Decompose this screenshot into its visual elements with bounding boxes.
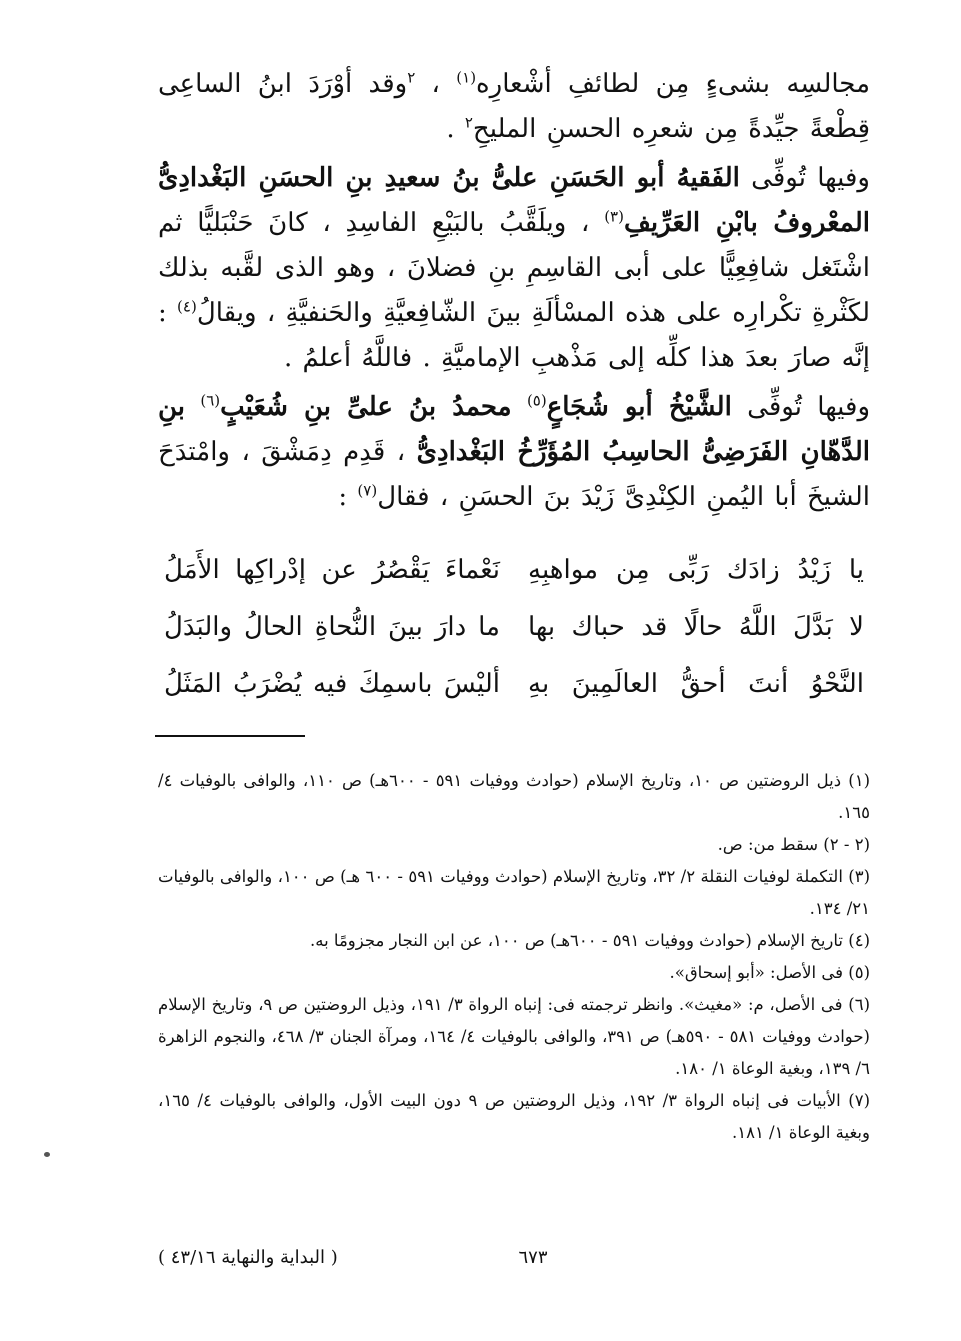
page-number: ٦٧٣: [518, 1247, 548, 1268]
bold-name: محمدُ بنُ علىِّ بنِ شُعَيْبٍ: [220, 392, 512, 422]
footnote-marker: (٣): [604, 207, 624, 226]
text-run: ، ويلَقَّبُ بالبَيْعِ الفاسِدِ ، كانَ حَنْبَليًّا ثم اشْتَغل شافِعِيًّا على أبى القاسِمِ بنِ فضلانَ ، وهو الذى لقَّبه بذلك لكَثْرةِ تكْرارِه على هذه المسْألَةِ بينَ الشّافِعيَّةِ والحَنفيَّةِ ، ويقالُ: [158, 208, 870, 328]
footnote-marker: (٥): [526, 391, 547, 410]
main-text: [158, 62, 870, 520]
text-run: : إنَّه صارَ بعدَ هذا كلِّه إلى مَذْهبِ الإماميَّةِ . فاللَّهُ أعلمُ .: [158, 298, 870, 373]
text-run: .: [446, 114, 465, 144]
paragraph: [158, 62, 870, 152]
text-run: وقد أوْرَدَ ابنُ الساعِى قِطْعةً جيِّدةً مِن شعرِه الحسنِ المليحِ: [158, 69, 870, 144]
footnote: (٧) الأبيات فى إنباه الرواة ٣/ ١٩٢، وذيل الروضتين ص ٩ دون البيت الأول، والوافى بالوفيات ٤/ ١٦٥، وبغية الوعاة ١/ ١٨١.: [158, 1091, 870, 1142]
text-run: [185, 392, 200, 422]
text-run: ،: [415, 69, 457, 99]
footnote-marker: (٦): [200, 391, 221, 410]
text-run: مجالسِه بشىءٍ مِن لطائفِ أشْعارِه: [476, 69, 870, 99]
footnote-divider: [155, 735, 305, 737]
footnote-marker: (١): [456, 68, 477, 87]
footnote-marker: ٢: [407, 68, 416, 87]
footnote: (٣) التكملة لوفيات النقلة ٢/ ٣٢، وتاريخ الإسلام (حوادث ووفيات ٥٩١ - ٦٠٠ هـ) ص ١٠٠، والوافى بالوفيات ٢١/ ١٣٤.: [158, 867, 870, 918]
verse: [158, 656, 870, 713]
paragraph: [158, 385, 870, 520]
page-body: [158, 62, 870, 1332]
text-run: وفيها تُوفِّى: [731, 392, 871, 422]
scan-speck: [44, 1152, 50, 1157]
text-run: وفيها تُوفِّى: [739, 163, 870, 193]
hemistich-second: أليْسَ باسمِكَ فيه يُضْرَبُ المَثَلُ: [164, 669, 500, 699]
text-run: [512, 392, 527, 422]
footnote: (٢ - ٢) سقط من: ص.: [717, 835, 870, 854]
hemistich-second: نَعْماءَ يَقْصُرُ عن إدْراكِها الأَمَلُ: [164, 555, 500, 585]
footnote: (٥) فى الأصل: «أبو إسحاق».: [669, 963, 870, 982]
footnote: (١) ذيل الروضتين ص ١٠، وتاريخ الإسلام (حوادث ووفيات ٥٩١ - ٦٠٠هـ) ص ١١٠، والوافى بالوفيات ٤/ ١٦٥.: [158, 771, 870, 822]
verse: [158, 599, 870, 656]
bold-name: الفَقيهُ أبو الحَسَنِ علىُّ بنُ سعيدِ بنِ الحسَنِ البَغْدادِىُّ المعْروفُ بابْنِ العَرِّيفِ: [158, 163, 870, 238]
hemistich-first: يا زَيْدُ زادَك رَبِّى مِن مواهبِهِ: [528, 555, 864, 585]
book-reference: ( البداية والنهاية ٤٣/١٦ ): [158, 1247, 338, 1268]
hemistich-first: النَّحْوُ أنتَ أحقُّ العالَمِينَ بهِ: [528, 669, 864, 699]
paragraph: [158, 156, 870, 381]
bold-name: الشَّيْخُ أبو شُجَاعٍ: [546, 392, 732, 422]
footnote: (٦) فى الأصل، م: «مغيث». وانظر ترجمته فى: إنباه الرواة ٣/ ١٩١، وذيل الروضتين ص ٩، وتاريخ الإسلام (حوادث ووفيات ٥٨١ - ٥٩٠هـ) ص ٣٩١، والوافى بالوفيات ٤/ ١٦٤، ومرآة الجنان ٣/ ٤٦٨، والنجوم الزاهرة ٦/ ١٣٩، وبغية الوعاة ١/ ١٨٠.: [158, 995, 871, 1078]
bold-name: بنِ الدَّهّانِ الفَرَضِىُّ الحاسِبُ المُؤَرِّخُ البَغْدادِىُّ: [158, 392, 870, 467]
page-footer: [158, 1247, 870, 1277]
footnote-marker: (٤): [177, 297, 197, 316]
hemistich-first: لا بَدَّلَ اللَّهُ حالًا قد حباك بها: [528, 612, 864, 642]
verse: [158, 542, 870, 599]
text-run: ، قَدِم دِمَشْقَ ، وامْتدَحَ الشيخَ أبا اليُمنِ الكِنْدِىَّ زَيْدَ بنَ الحسَنِ ، فقال: [158, 437, 870, 512]
poem: [158, 542, 870, 713]
text-run: :: [338, 482, 358, 512]
footnotes: [158, 765, 870, 1149]
hemistich-second: ما دارَ بينَ النُّحاةِ الحالُ والبَدَلُ: [164, 612, 500, 642]
footnote-marker: ٢: [464, 113, 473, 132]
footnote-marker: (٧): [357, 481, 378, 500]
footnote: (٤) تاريخ الإسلام (حوادث ووفيات ٥٩١ - ٦٠٠هـ) ص ١٠٠، عن ابن النجار مجزومًا به.: [309, 931, 870, 950]
